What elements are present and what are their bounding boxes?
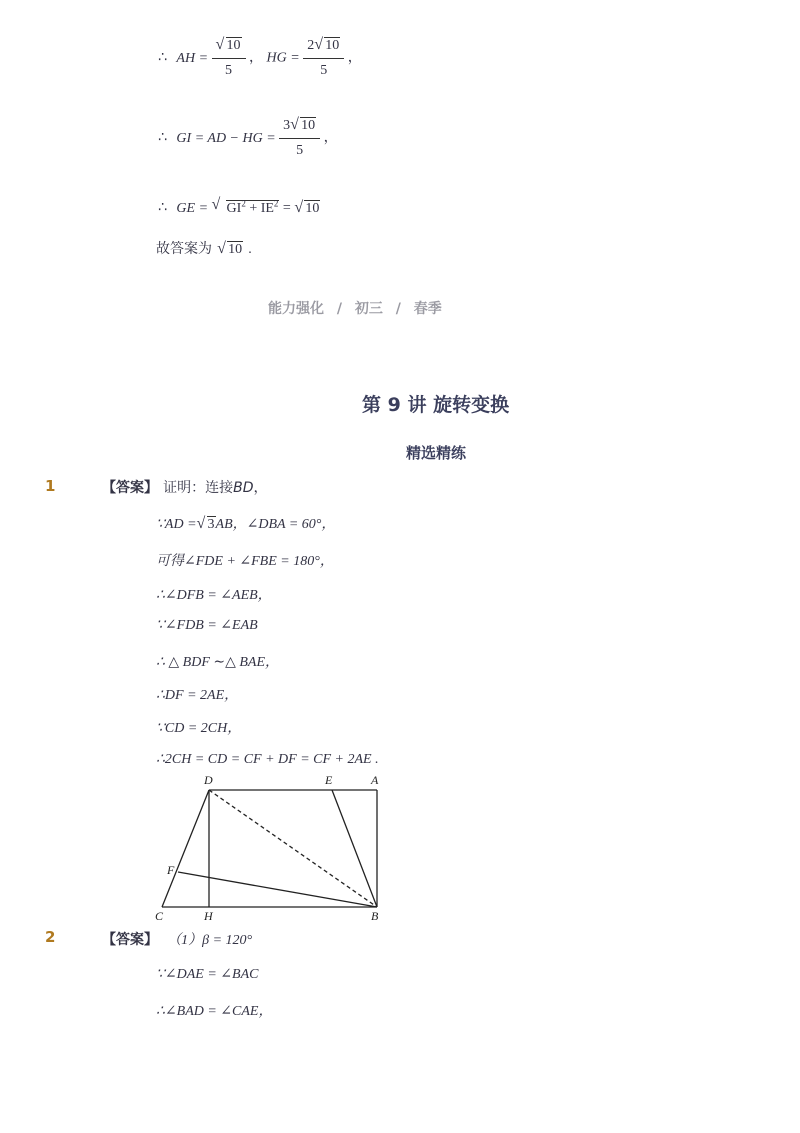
geometry-figure [152, 773, 392, 923]
hg-fraction: $\frac{2√ 10}{5}$ [303, 38, 344, 79]
question-number: 1 [45, 477, 56, 495]
label-e: E [325, 773, 333, 787]
lecture-title: 第 9 讲 旋转变换 [362, 394, 510, 416]
footer-part-course: 能力强化 [268, 301, 324, 317]
segment-fb [178, 872, 377, 907]
footer-part-grade: 初三 [354, 301, 383, 317]
proof-line: ∴DF = 2AE， [156, 688, 239, 703]
sqrt-sign: √ 10 [290, 118, 316, 134]
sqrt-sign: √ 10 [216, 38, 242, 54]
answer-label: 【答案】 [102, 480, 158, 496]
segment-db-dashed [209, 790, 377, 907]
line-end: . [248, 242, 252, 257]
sqrt-sign: √ 3 [197, 517, 216, 533]
ge-lhs: GE = [176, 200, 209, 216]
proof-line: ∵∠FDB = ∠EAB [156, 618, 258, 633]
sqrt-sign: √ 10 [217, 242, 243, 258]
solution-line-ah-hg [158, 38, 362, 79]
proof-line: ∵∠DAE = ∠BAC [156, 967, 259, 982]
proof-intro-var: BD [233, 480, 254, 496]
label-c: C [155, 909, 164, 923]
sqrt-sign: √ $GI^2 + IE^2$ [212, 198, 280, 217]
proof-line: ∴2CH = CD = CF + DF = CF + 2AE . [156, 752, 379, 767]
segment-eb [332, 790, 377, 907]
proof-line: ∵AD =√ 3AB，∠DBA = 60°， [156, 513, 335, 533]
sqrt-sign: √ 10 [314, 38, 340, 54]
question-1-answer-header: 【答案】 证明：连接BD， [102, 480, 268, 496]
ah-lhs: AH = [176, 50, 209, 66]
proof-line: 可得∠FDE + ∠FBE = 180°， [156, 554, 334, 569]
proof-line: ∵CD = 2CH， [156, 721, 242, 736]
answer-label: 【答案】 [102, 932, 158, 948]
label-d: D [204, 773, 213, 787]
sqrt-sign: √ 10 [294, 201, 320, 217]
section-title: 精选精练 [406, 444, 467, 462]
therefore-symbol: ∴ [158, 129, 167, 146]
therefore-symbol: ∴ [158, 199, 167, 216]
separator: ， [249, 49, 264, 66]
proof-intro: 证明：连接 [163, 480, 234, 496]
ah-fraction: √ $\frac{10}{5}$ [212, 38, 246, 79]
footer-part-season: 春季 [413, 301, 442, 317]
answer-line [156, 238, 252, 258]
proof-line: ∴ △ BDF ∼△ BAE， [156, 655, 280, 670]
proof-line: ∴∠DFB = ∠AEB， [156, 588, 272, 603]
line-end: ， [347, 49, 362, 66]
line-end: ， [323, 129, 338, 146]
equals: = [282, 200, 291, 216]
gi-fraction: $\frac{3√ 10}{5}$ [279, 118, 320, 159]
page-footer-breadcrumb [268, 298, 442, 318]
question-number: 2 [45, 928, 56, 946]
segment-cd [162, 790, 209, 907]
question-2-answer-header [102, 929, 252, 949]
answer-prefix: 故答案为 [156, 241, 212, 257]
part-1-answer: （1）β = 120° [167, 933, 253, 948]
label-f: F [167, 863, 175, 877]
label-b: B [371, 909, 379, 923]
footer-separator: / [395, 301, 401, 317]
solution-line-ge [158, 198, 320, 217]
footer-separator: / [336, 301, 342, 317]
gi-expression: GI = AD − HG = [176, 130, 276, 146]
therefore-symbol: ∴ [158, 49, 167, 66]
label-a: A [371, 773, 379, 787]
proof-line: ∴∠BAD = ∠CAE， [156, 1004, 273, 1019]
solution-line-gi [158, 118, 338, 159]
hg-lhs: HG = [266, 50, 300, 66]
label-h: H [204, 909, 213, 923]
